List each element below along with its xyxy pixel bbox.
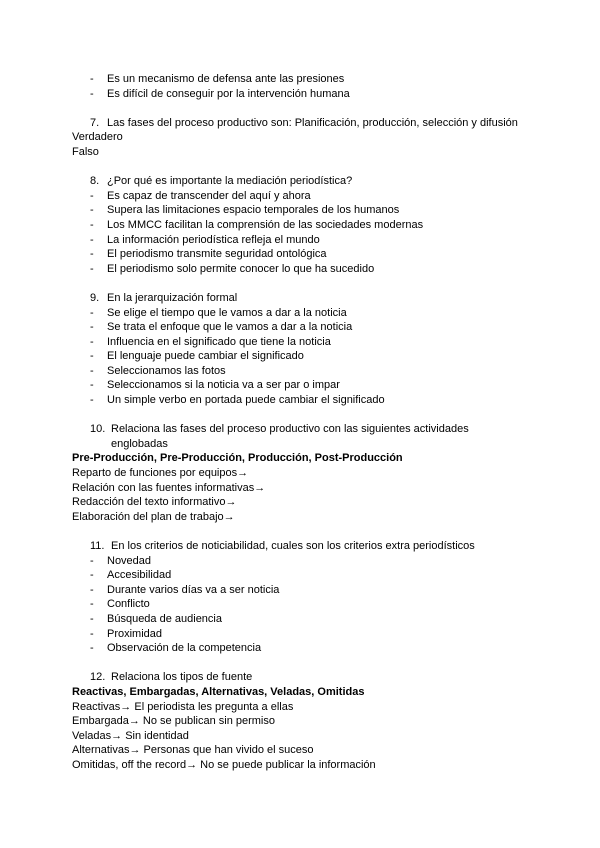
list-item-text: Accesibilidad xyxy=(107,569,172,582)
question-number: 12. xyxy=(90,671,106,684)
list-item-text: Proximidad xyxy=(107,627,163,640)
list-item-text: Se elige el tiempo que le vamos a dar a la noticia xyxy=(107,306,347,319)
question-text: Relaciona las fases del proceso productivo con las siguientes actividades xyxy=(111,423,469,436)
question-number: 11. xyxy=(90,540,105,552)
question-12 xyxy=(72,670,532,685)
question-10-continued xyxy=(72,437,532,452)
list-item-text: Es capaz de transcender del aquí y ahora xyxy=(107,189,311,202)
document-content xyxy=(72,72,532,773)
list-item xyxy=(72,378,532,393)
list-item-text: Es un mecanismo de defensa ante las presiones xyxy=(107,73,345,85)
bullet-dash: - xyxy=(90,321,94,334)
match-line: Relación con las fuentes informativas→ xyxy=(72,481,266,494)
list-item xyxy=(72,597,532,612)
list-item xyxy=(72,306,532,321)
list-item xyxy=(72,203,532,218)
match-line: Redacción del texto informativo→ xyxy=(72,496,237,509)
list-item xyxy=(72,335,532,350)
bullet-dash: - xyxy=(90,73,94,85)
bullet-dash: - xyxy=(90,612,94,625)
list-item-text: Seleccionamos si la noticia va a ser par o impar xyxy=(107,379,340,392)
list-item xyxy=(72,554,532,569)
list-item xyxy=(72,393,532,408)
bullet-dash: - xyxy=(90,569,94,582)
list-item-text: Es difícil de conseguir por la intervención humana xyxy=(107,87,350,100)
list-item xyxy=(72,627,532,642)
phases-heading: Pre-Producción, Pre-Producción, Producción, Post-Producción xyxy=(72,452,403,465)
question-number: 10. xyxy=(90,423,106,436)
question-7 xyxy=(72,116,532,131)
bullet-dash: - xyxy=(90,364,94,377)
list-item xyxy=(72,612,532,627)
list-item xyxy=(72,568,532,583)
bullet-dash: - xyxy=(90,350,94,363)
question-text: En los criterios de noticiabilidad, cuales son los criterios extra periodísticos xyxy=(111,540,475,552)
bullet-dash: - xyxy=(90,583,94,596)
option-falso: Falso xyxy=(72,145,99,158)
question-text: Las fases del proceso productivo son: Planificación, producción, selección y difusión xyxy=(107,116,518,129)
list-item-text: Observación de la competencia xyxy=(107,642,262,655)
question-text: englobadas xyxy=(111,437,168,450)
list-item xyxy=(72,189,532,204)
list-item-text: El periodismo transmite seguridad ontológica xyxy=(107,248,327,261)
match-line: Veladas→ Sin identidad xyxy=(72,729,189,742)
bullet-dash: - xyxy=(90,379,94,392)
list-item xyxy=(72,583,532,598)
list-item-text: Influencia en el significado que tiene la noticia xyxy=(107,335,331,348)
list-item xyxy=(72,364,532,379)
list-item xyxy=(72,218,532,233)
list-item-text: El periodismo solo permite conocer lo que ha sucedido xyxy=(107,262,375,275)
list-item-text: Búsqueda de audiencia xyxy=(107,612,222,625)
list-item xyxy=(72,320,532,335)
question-text: En la jerarquización formal xyxy=(107,291,238,304)
list-item xyxy=(72,72,532,87)
list-item-text: Seleccionamos las fotos xyxy=(107,364,226,377)
bullet-dash: - xyxy=(90,627,94,640)
bullet-dash: - xyxy=(90,306,94,319)
list-item-text: Supera las limitaciones espacio temporales de los humanos xyxy=(107,204,400,217)
bullet-dash: - xyxy=(90,233,94,246)
list-item xyxy=(72,233,532,248)
list-item-text: Se trata el enfoque que le vamos a dar a la noticia xyxy=(107,321,353,334)
bullet-dash: - xyxy=(90,598,94,611)
bullet-dash: - xyxy=(90,189,94,202)
question-9 xyxy=(72,291,532,306)
question-number: 8. xyxy=(90,175,100,188)
source-types-heading: Reactivas, Embargadas, Alternativas, Veladas, Omitidas xyxy=(72,685,365,698)
list-item xyxy=(72,247,532,262)
list-item-text: Los MMCC facilitan la comprensión de las sociedades modernas xyxy=(107,218,424,231)
question-number: 9. xyxy=(90,291,100,304)
match-line: Elaboración del plan de trabajo→ xyxy=(72,510,235,523)
bullet-dash: - xyxy=(90,87,94,100)
question-10 xyxy=(72,422,532,437)
list-item xyxy=(72,349,532,364)
match-line: Reparto de funciones por equipos→ xyxy=(72,467,249,480)
list-item-text: Durante varios días va a ser noticia xyxy=(107,583,280,596)
question-11 xyxy=(72,539,532,554)
list-item-text: La información periodística refleja el mundo xyxy=(107,233,320,246)
question-text: ¿Por qué es importante la mediación periodística? xyxy=(107,175,353,188)
list-item xyxy=(72,262,532,277)
list-item xyxy=(72,641,532,656)
match-line: Embargada→ No se publican sin permiso xyxy=(72,715,275,728)
bullet-dash: - xyxy=(90,394,94,407)
match-line: Alternativas→ Personas que han vivido el suceso xyxy=(72,744,314,757)
list-item-text: Un simple verbo en portada puede cambiar el significado xyxy=(107,394,385,407)
question-8 xyxy=(72,174,532,189)
question-number: 7. xyxy=(90,116,100,129)
list-item-text: Novedad xyxy=(107,554,152,567)
match-line: Reactivas→ El periodista les pregunta a ellas xyxy=(72,700,294,713)
bullet-dash: - xyxy=(90,262,94,275)
match-line: Omitidas, off the record→ No se puede publicar la información xyxy=(72,758,376,771)
list-item-text: El lenguaje puede cambiar el significado xyxy=(107,350,304,363)
bullet-dash: - xyxy=(90,335,94,348)
bullet-dash: - xyxy=(90,642,94,655)
bullet-dash: - xyxy=(90,248,94,261)
bullet-dash: - xyxy=(90,204,94,217)
bullet-dash: - xyxy=(90,218,94,231)
question-text: Relaciona los tipos de fuente xyxy=(111,671,253,684)
list-item-text: Conflicto xyxy=(107,598,150,611)
list-item xyxy=(72,87,532,102)
option-verdadero: Verdadero xyxy=(72,131,123,144)
bullet-dash: - xyxy=(90,554,94,567)
